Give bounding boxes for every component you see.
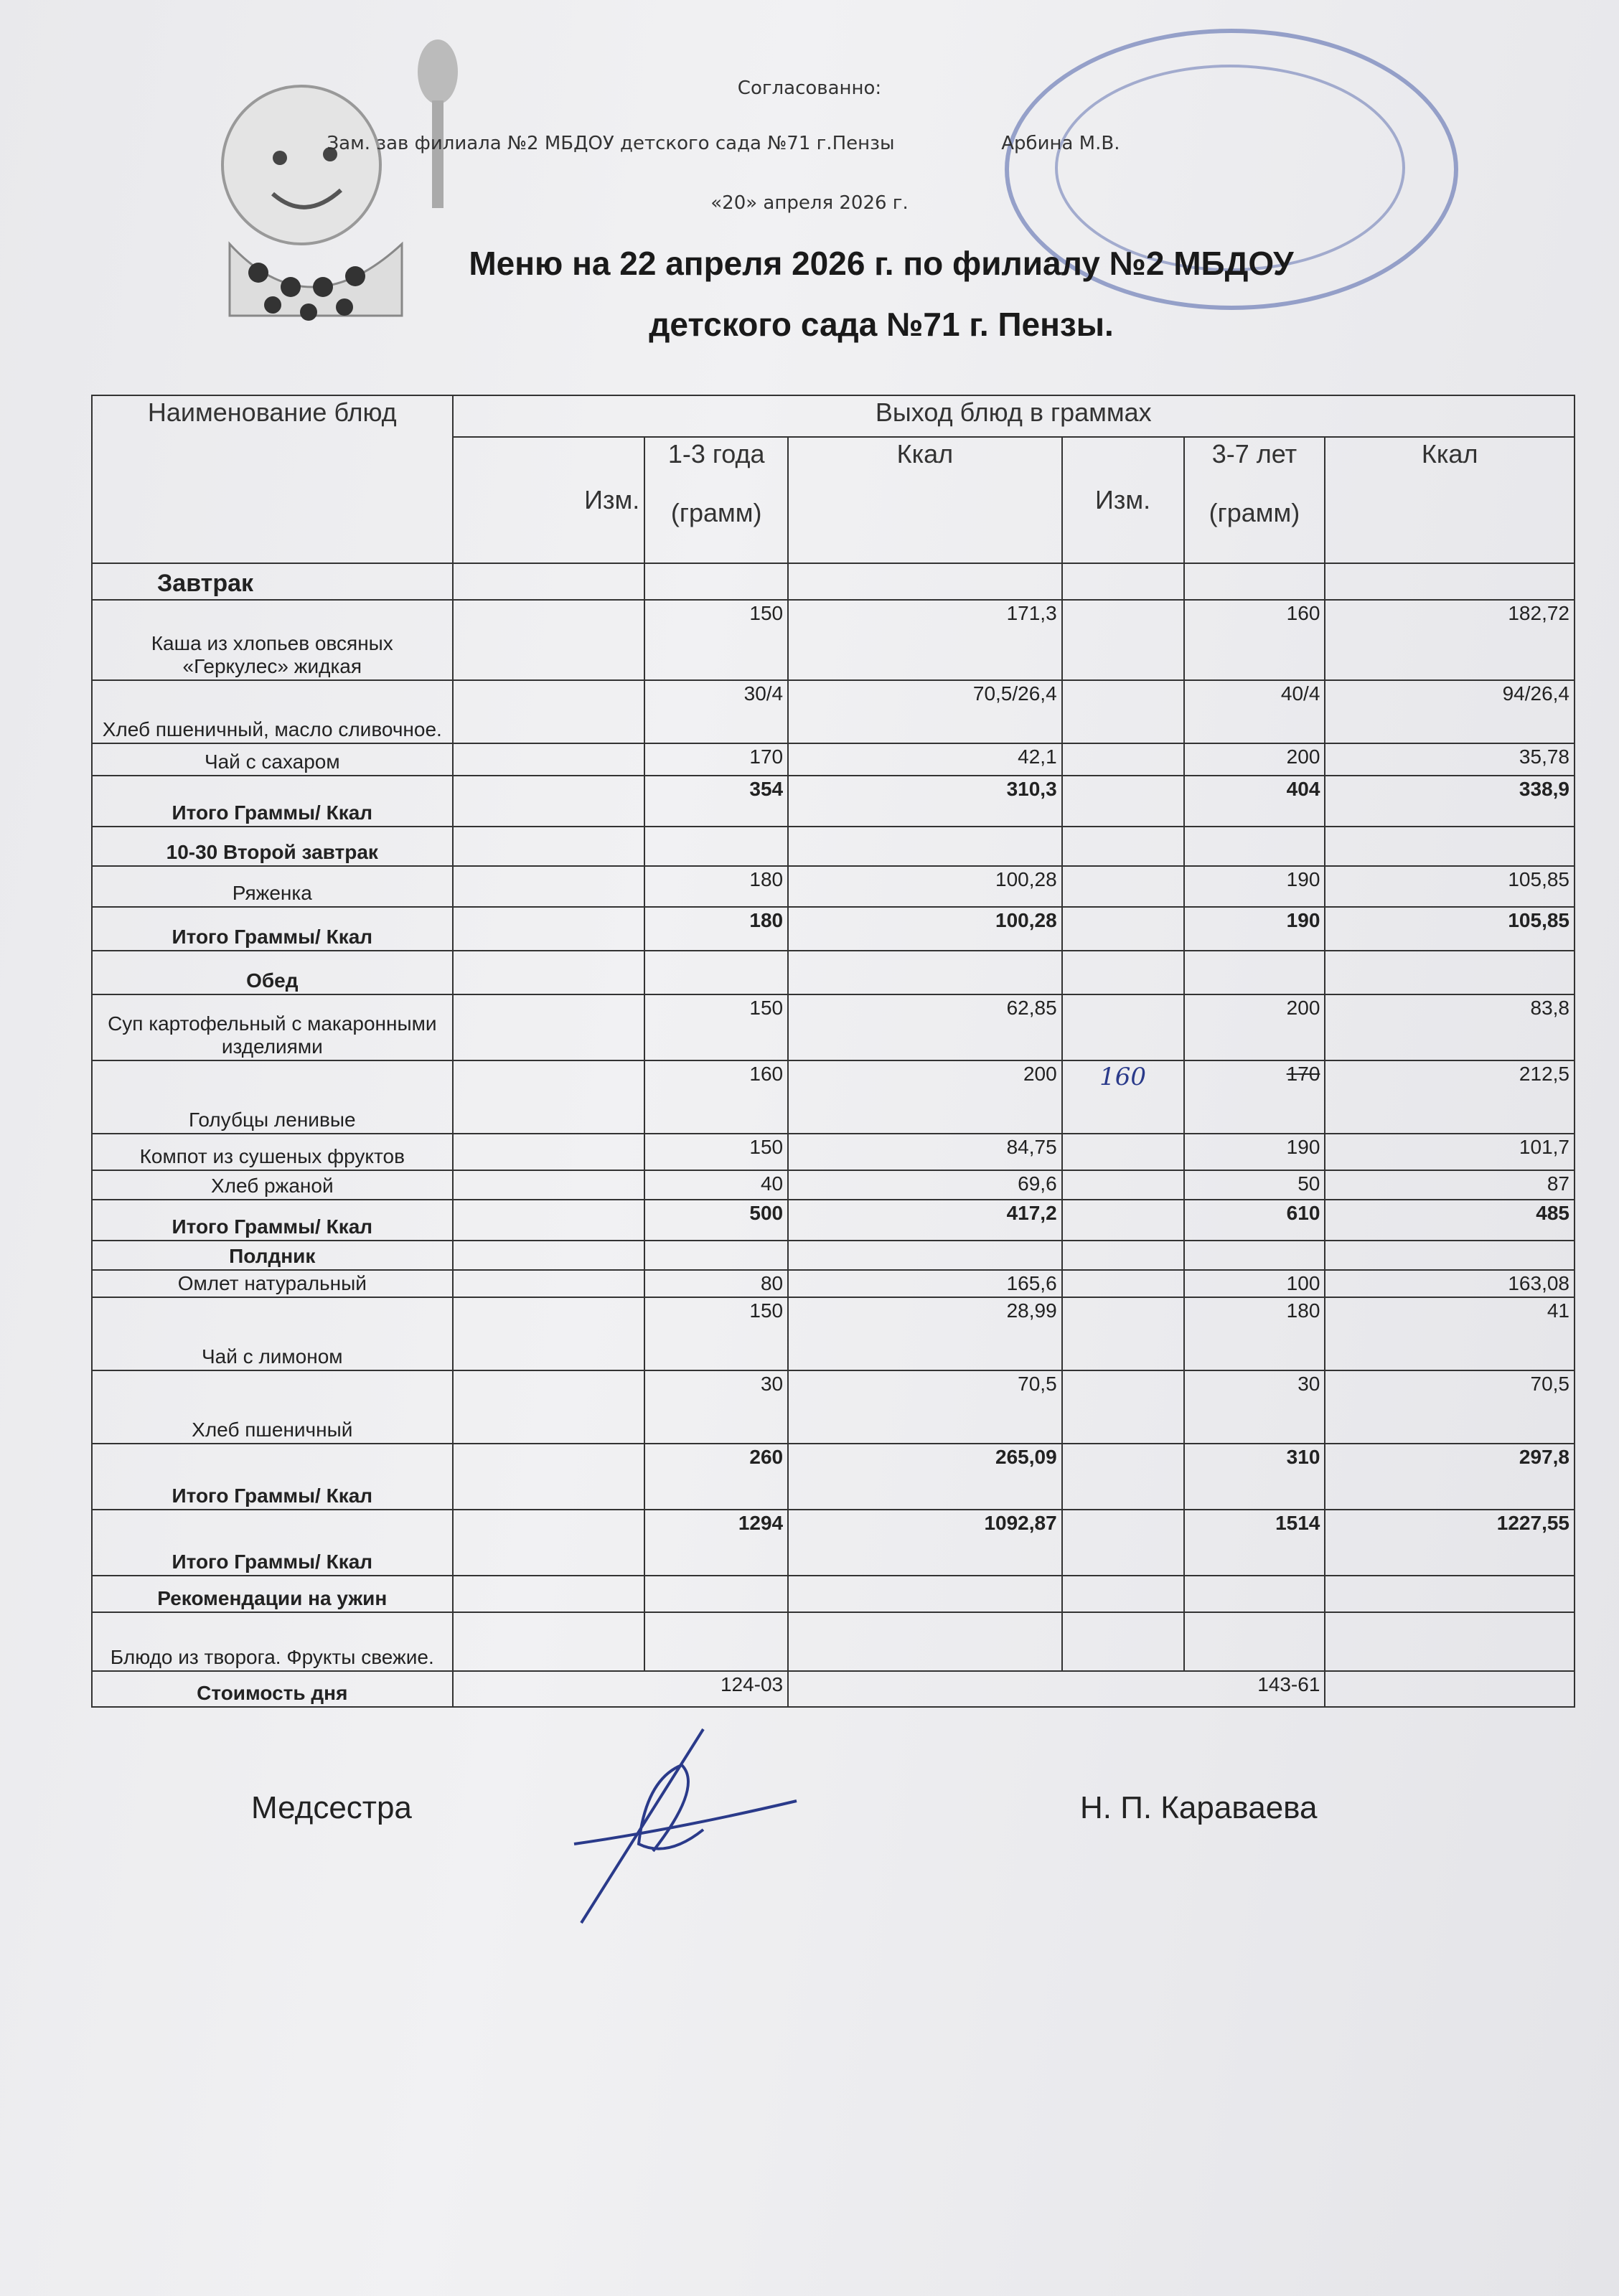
unit-1	[453, 1444, 645, 1510]
header-age-3-7-label: 3-7 лет	[1211, 439, 1297, 469]
kcal-1-3: 310,3	[788, 776, 1062, 827]
kcal-3-7: 1227,55	[1325, 1510, 1575, 1576]
grams-3-7: 310	[1184, 1444, 1325, 1510]
unit-2	[1062, 743, 1184, 776]
table-row	[92, 1370, 1575, 1444]
cost-row	[92, 1671, 1575, 1707]
grams-3-7: 30	[1184, 1370, 1325, 1444]
grams-1-3: 160	[644, 1060, 788, 1134]
grams-1-3: 150	[644, 1297, 788, 1370]
cost-1-3: 124-03	[453, 1671, 789, 1707]
kcal-1-3	[788, 1241, 1062, 1270]
unit-2: 160	[1062, 1060, 1184, 1134]
table-row	[92, 743, 1575, 776]
unit-1	[453, 1241, 645, 1270]
header-unit-1-text: Изм.	[584, 485, 640, 514]
grams-1-3: 30/4	[644, 680, 788, 743]
dish-name: Голубцы ленивые	[92, 1060, 453, 1134]
unit-1	[453, 1200, 645, 1241]
menu-table	[91, 395, 1575, 1708]
grams-3-7	[1184, 1576, 1325, 1612]
unit-1	[453, 1270, 645, 1297]
table-row	[92, 680, 1575, 743]
approval-position-text: Зам. зав филиала №2 МБДОУ детского сада №71 г.Пензы	[327, 133, 895, 154]
total-row	[92, 1241, 1575, 1270]
approval-date: «20» апреля 2026 г.	[710, 192, 909, 214]
dish-name: Итого Граммы/ Ккал	[92, 1444, 453, 1510]
grams-3-7	[1184, 951, 1325, 994]
kcal-3-7	[1325, 1241, 1575, 1270]
unit-2	[1062, 776, 1184, 827]
chef-illustration	[165, 29, 466, 330]
unit-2	[1062, 1134, 1184, 1170]
kcal-3-7: 101,7	[1325, 1134, 1575, 1170]
kcal-1-3: 69,6	[788, 1170, 1062, 1200]
header-age-3-7-unit: (грамм)	[1209, 498, 1300, 527]
kcal-3-7: 35,78	[1325, 743, 1575, 776]
approval-heading: Согласованно:	[737, 77, 882, 99]
unit-1	[453, 866, 645, 907]
unit-1	[453, 1060, 645, 1134]
grams-1-3: 30	[644, 1370, 788, 1444]
header-age-1-3-unit: (грамм)	[670, 498, 762, 527]
grams-1-3: 180	[644, 907, 788, 951]
grams-1-3: 170	[644, 743, 788, 776]
grams-1-3	[644, 1241, 788, 1270]
grams-3-7: 50	[1184, 1170, 1325, 1200]
unit-1	[453, 1297, 645, 1370]
page-title-line2: детского сада №71 г. Пензы.	[649, 306, 1114, 343]
grams-1-3	[644, 1576, 788, 1612]
total-row	[92, 1200, 1575, 1241]
handwritten-signature	[560, 1722, 804, 1937]
kcal-1-3: 265,09	[788, 1444, 1062, 1510]
grams-1-3: 80	[644, 1270, 788, 1297]
table-row	[92, 600, 1575, 680]
grams-1-3	[644, 563, 788, 600]
dish-name: Итого Граммы/ Ккал	[92, 776, 453, 827]
kcal-3-7: 70,5	[1325, 1370, 1575, 1444]
header-dish-name: Наименование блюд	[92, 395, 453, 563]
unit-2	[1062, 1510, 1184, 1576]
kcal-1-3: 200	[788, 1060, 1062, 1134]
cost-3-7: 143-61	[788, 1671, 1325, 1707]
kcal-3-7: 94/26,4	[1325, 680, 1575, 743]
dish-name: Хлеб пшеничный, масло сливочное.	[92, 680, 453, 743]
table-row	[92, 994, 1575, 1060]
grams-3-7: 200	[1184, 743, 1325, 776]
grams-3-7: 1514	[1184, 1510, 1325, 1576]
table-row	[92, 1297, 1575, 1370]
grams-3-7: 200	[1184, 994, 1325, 1060]
unit-1	[453, 1510, 645, 1576]
grams-1-3	[644, 951, 788, 994]
kcal-3-7: 338,9	[1325, 776, 1575, 827]
kcal-1-3: 62,85	[788, 994, 1062, 1060]
grams-3-7: 610	[1184, 1200, 1325, 1241]
grams-3-7	[1184, 563, 1325, 600]
kcal-3-7	[1325, 951, 1575, 994]
kcal-3-7: 212,5	[1325, 1060, 1575, 1134]
kcal-3-7: 83,8	[1325, 994, 1575, 1060]
grams-3-7: 40/4	[1184, 680, 1325, 743]
dish-name: Чай с лимоном	[92, 1297, 453, 1370]
table-row	[92, 1270, 1575, 1297]
header-kcal-2: Ккал	[1325, 437, 1575, 563]
unit-1	[453, 600, 645, 680]
dish-name: Хлеб пшеничный	[92, 1370, 453, 1444]
unit-2	[1062, 827, 1184, 866]
footer-name: Н. П. Караваева	[1080, 1790, 1318, 1825]
unit-2	[1062, 1444, 1184, 1510]
header-kcal-1: Ккал	[788, 437, 1062, 563]
unit-1	[453, 1576, 645, 1612]
dish-name: Итого Граммы/ Ккал	[92, 1200, 453, 1241]
dish-name: Суп картофельный с макаронными изделиями	[92, 994, 453, 1060]
kcal-1-3	[788, 563, 1062, 600]
dish-name: Ряженка	[92, 866, 453, 907]
grams-3-7	[1184, 1612, 1325, 1671]
dish-name: Итого Граммы/ Ккал	[92, 1510, 453, 1576]
unit-2	[1062, 951, 1184, 994]
dish-name: Омлет натуральный	[92, 1270, 453, 1297]
kcal-1-3: 171,3	[788, 600, 1062, 680]
kcal-3-7: 105,85	[1325, 866, 1575, 907]
kcal-3-7: 87	[1325, 1170, 1575, 1200]
unit-2	[1062, 994, 1184, 1060]
unit-2	[1062, 1170, 1184, 1200]
grams-3-7: 190	[1184, 907, 1325, 951]
unit-1	[453, 827, 645, 866]
kcal-1-3: 70,5/26,4	[788, 680, 1062, 743]
total-row	[92, 1576, 1575, 1612]
table-row	[92, 1612, 1575, 1671]
unit-1	[453, 1134, 645, 1170]
cost-label: Стоимость дня	[92, 1671, 453, 1707]
kcal-1-3: 100,28	[788, 866, 1062, 907]
unit-2	[1062, 1612, 1184, 1671]
grams-3-7: 190	[1184, 1134, 1325, 1170]
unit-2	[1062, 1200, 1184, 1241]
kcal-3-7	[1325, 1612, 1575, 1671]
dish-name: Обед	[92, 951, 453, 994]
unit-1	[453, 1170, 645, 1200]
kcal-1-3	[788, 1576, 1062, 1612]
kcal-3-7: 182,72	[1325, 600, 1575, 680]
dish-name: Блюдо из творога. Фрукты свежие.	[92, 1612, 453, 1671]
grams-3-7: 160	[1184, 600, 1325, 680]
total-row	[92, 951, 1575, 994]
header-unit-2: Изм.	[1062, 437, 1184, 563]
kcal-1-3	[788, 827, 1062, 866]
total-row	[92, 776, 1575, 827]
kcal-3-7: 297,8	[1325, 1444, 1575, 1510]
dish-name: Завтрак	[92, 563, 453, 600]
unit-2	[1062, 866, 1184, 907]
footer-role: Медсестра	[251, 1790, 412, 1825]
dish-name: 10-30 Второй завтрак	[92, 827, 453, 866]
header-output-grams: Выход блюд в граммах	[453, 395, 1575, 437]
grams-1-3: 180	[644, 866, 788, 907]
section-row	[92, 563, 1575, 600]
dish-name: Каша из хлопьев овсяных «Геркулес» жидкая	[92, 600, 453, 680]
grams-1-3: 260	[644, 1444, 788, 1510]
unit-1	[453, 1612, 645, 1671]
grams-1-3: 1294	[644, 1510, 788, 1576]
table-row	[92, 1060, 1575, 1134]
grams-3-7: 170	[1184, 1060, 1325, 1134]
table-row	[92, 866, 1575, 907]
grams-1-3: 500	[644, 1200, 788, 1241]
kcal-1-3: 70,5	[788, 1370, 1062, 1444]
dish-name: Хлеб ржаной	[92, 1170, 453, 1200]
grams-1-3: 354	[644, 776, 788, 827]
kcal-3-7: 105,85	[1325, 907, 1575, 951]
kcal-1-3: 42,1	[788, 743, 1062, 776]
grams-1-3	[644, 1612, 788, 1671]
kcal-3-7: 163,08	[1325, 1270, 1575, 1297]
total-row	[92, 827, 1575, 866]
header-age-3-7	[1184, 437, 1325, 563]
total-row	[92, 1444, 1575, 1510]
kcal-1-3: 165,6	[788, 1270, 1062, 1297]
header-unit-1	[453, 437, 645, 563]
unit-1	[453, 776, 645, 827]
page-title-line1: Меню на 22 апреля 2026 г. по филиалу №2 МБДОУ	[469, 245, 1294, 282]
dish-name: Компот из сушеных фруктов	[92, 1134, 453, 1170]
kcal-1-3	[788, 951, 1062, 994]
unit-1	[453, 994, 645, 1060]
kcal-3-7: 41	[1325, 1297, 1575, 1370]
unit-1	[453, 563, 645, 600]
grams-1-3: 150	[644, 1134, 788, 1170]
kcal-1-3: 100,28	[788, 907, 1062, 951]
grams-1-3: 150	[644, 600, 788, 680]
grams-3-7	[1184, 827, 1325, 866]
dish-name: Полдник	[92, 1241, 453, 1270]
kcal-3-7: 485	[1325, 1200, 1575, 1241]
unit-1	[453, 743, 645, 776]
unit-2	[1062, 680, 1184, 743]
table-row	[92, 1170, 1575, 1200]
unit-2	[1062, 907, 1184, 951]
approval-position	[0, 133, 1533, 154]
unit-2	[1062, 1576, 1184, 1612]
kcal-1-3: 1092,87	[788, 1510, 1062, 1576]
cost-empty	[1325, 1671, 1575, 1707]
unit-2	[1062, 1241, 1184, 1270]
header-age-1-3-label: 1-3 года	[667, 439, 765, 469]
grams-3-7: 404	[1184, 776, 1325, 827]
kcal-3-7	[1325, 1576, 1575, 1612]
unit-2	[1062, 1270, 1184, 1297]
grams-1-3: 150	[644, 994, 788, 1060]
unit-2	[1062, 600, 1184, 680]
unit-1	[453, 1370, 645, 1444]
grams-3-7: 190	[1184, 866, 1325, 907]
dish-name: Чай с сахаром	[92, 743, 453, 776]
kcal-3-7	[1325, 563, 1575, 600]
header-age-1-3	[644, 437, 788, 563]
total-row	[92, 1510, 1575, 1576]
grams-3-7	[1184, 1241, 1325, 1270]
kcal-1-3	[788, 1612, 1062, 1671]
dish-name: Рекомендации на ужин	[92, 1576, 453, 1612]
kcal-1-3: 28,99	[788, 1297, 1062, 1370]
kcal-1-3: 417,2	[788, 1200, 1062, 1241]
unit-2	[1062, 1297, 1184, 1370]
dish-name: Итого Граммы/ Ккал	[92, 907, 453, 951]
grams-3-7: 100	[1184, 1270, 1325, 1297]
grams-3-7: 180	[1184, 1297, 1325, 1370]
kcal-3-7	[1325, 827, 1575, 866]
unit-2	[1062, 563, 1184, 600]
unit-1	[453, 907, 645, 951]
unit-1	[453, 680, 645, 743]
grams-1-3	[644, 827, 788, 866]
unit-1	[453, 951, 645, 994]
unit-2	[1062, 1370, 1184, 1444]
approval-name: Арбина М.В.	[1001, 133, 1120, 154]
table-row	[92, 1134, 1575, 1170]
grams-1-3: 40	[644, 1170, 788, 1200]
kcal-1-3: 84,75	[788, 1134, 1062, 1170]
total-row	[92, 907, 1575, 951]
